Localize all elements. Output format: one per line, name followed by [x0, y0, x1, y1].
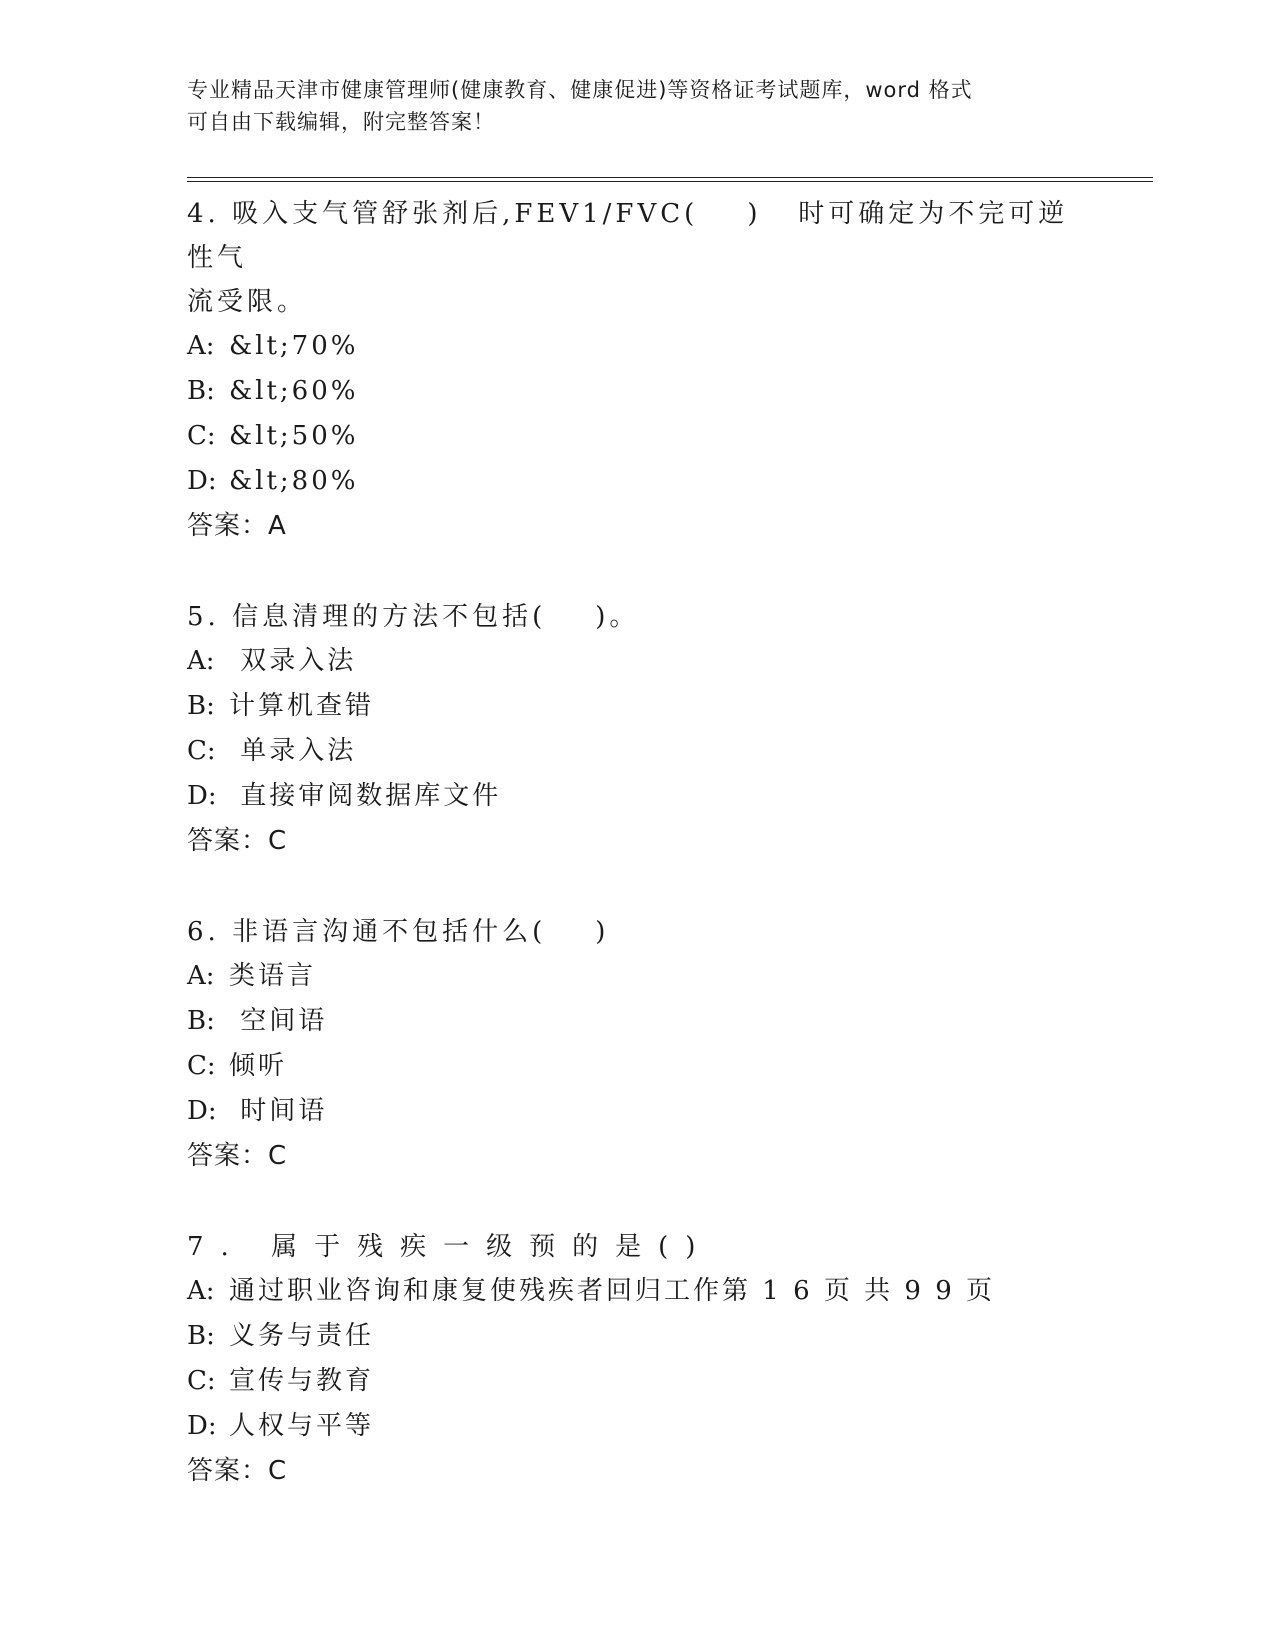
question-6: [187, 910, 1087, 1178]
option-text: 时间语: [229, 1096, 328, 1126]
option-key: D:: [187, 781, 217, 811]
option-c: [187, 1044, 1087, 1089]
question-5: [187, 595, 1087, 863]
document-header: [187, 74, 1067, 138]
option-key: D:: [187, 466, 217, 496]
header-divider-top: [187, 177, 1153, 178]
option-c: [187, 414, 1087, 459]
option-a: [187, 639, 1087, 684]
option-key: D:: [187, 1411, 217, 1441]
option-d: [187, 459, 1087, 504]
question-stem: 7. 属于残疾一级预的是(): [187, 1232, 713, 1262]
option-text: &lt;60%: [229, 376, 359, 406]
option-text: 人权与平等: [229, 1411, 375, 1441]
option-key: A:: [187, 961, 215, 991]
option-text: 双录入法: [229, 646, 357, 676]
option-key: C:: [187, 1366, 216, 1396]
option-d: [187, 1404, 1087, 1449]
option-b: [187, 1314, 1087, 1359]
option-a: [187, 1269, 1087, 1314]
header-divider-bottom: [187, 181, 1153, 182]
option-text: 计算机查错: [229, 691, 375, 721]
question-list: [187, 192, 1087, 1493]
option-key: D:: [187, 1096, 217, 1126]
question-stem: 6. 非语言沟通不包括什么( ): [187, 917, 610, 947]
option-c: [187, 1359, 1087, 1404]
option-text: 倾听: [229, 1051, 288, 1081]
option-text: &lt;70%: [229, 331, 359, 361]
option-key: C:: [187, 421, 216, 451]
option-c: [187, 729, 1087, 774]
option-text: &lt;50%: [229, 421, 359, 451]
option-a: [187, 324, 1087, 369]
option-text: 义务与责任: [229, 1321, 375, 1351]
option-b: [187, 684, 1087, 729]
question-stem: 4. 吸入支气管舒张剂后,FEV1/FVC( ) 时可确定为不完可逆性气: [187, 199, 1069, 273]
option-key: A:: [187, 331, 215, 361]
question-stem-continued: 流受限。: [187, 287, 308, 317]
option-a: [187, 954, 1087, 999]
question-7: [187, 1225, 1087, 1493]
option-key: A:: [187, 646, 215, 676]
option-key: A:: [187, 1276, 215, 1306]
option-key: B:: [187, 376, 215, 406]
question-4: [187, 192, 1087, 548]
answer-line: 答案：C: [187, 1456, 288, 1486]
option-text: &lt;80%: [229, 466, 359, 496]
option-key: B:: [187, 1321, 215, 1351]
option-text: 单录入法: [229, 736, 357, 766]
header-line-2: 可自由下载编辑，附完整答案！: [187, 110, 495, 134]
option-d: [187, 774, 1087, 819]
option-text: 宣传与教育: [229, 1366, 375, 1396]
answer-line: 答案：C: [187, 826, 288, 856]
option-b: [187, 369, 1087, 414]
option-text: 直接审阅数据库文件: [229, 781, 502, 811]
option-text: 通过职业咨询和康复使残疾者回归工作第 1 6 页 共 9 9 页: [229, 1276, 996, 1306]
option-key: B:: [187, 1006, 215, 1036]
header-line-1: 专业精品天津市健康管理师(健康教育、健康促进)等资格证考试题库，word 格式: [187, 78, 973, 102]
option-key: C:: [187, 736, 216, 766]
answer-line: 答案：A: [187, 511, 287, 541]
question-stem: 5. 信息清理的方法不包括( )。: [187, 602, 640, 632]
option-text: 类语言: [229, 961, 317, 991]
option-b: [187, 999, 1087, 1044]
option-d: [187, 1089, 1087, 1134]
option-key: B:: [187, 691, 215, 721]
option-text: 空间语: [229, 1006, 328, 1036]
option-key: C:: [187, 1051, 216, 1081]
answer-line: 答案：C: [187, 1141, 288, 1171]
